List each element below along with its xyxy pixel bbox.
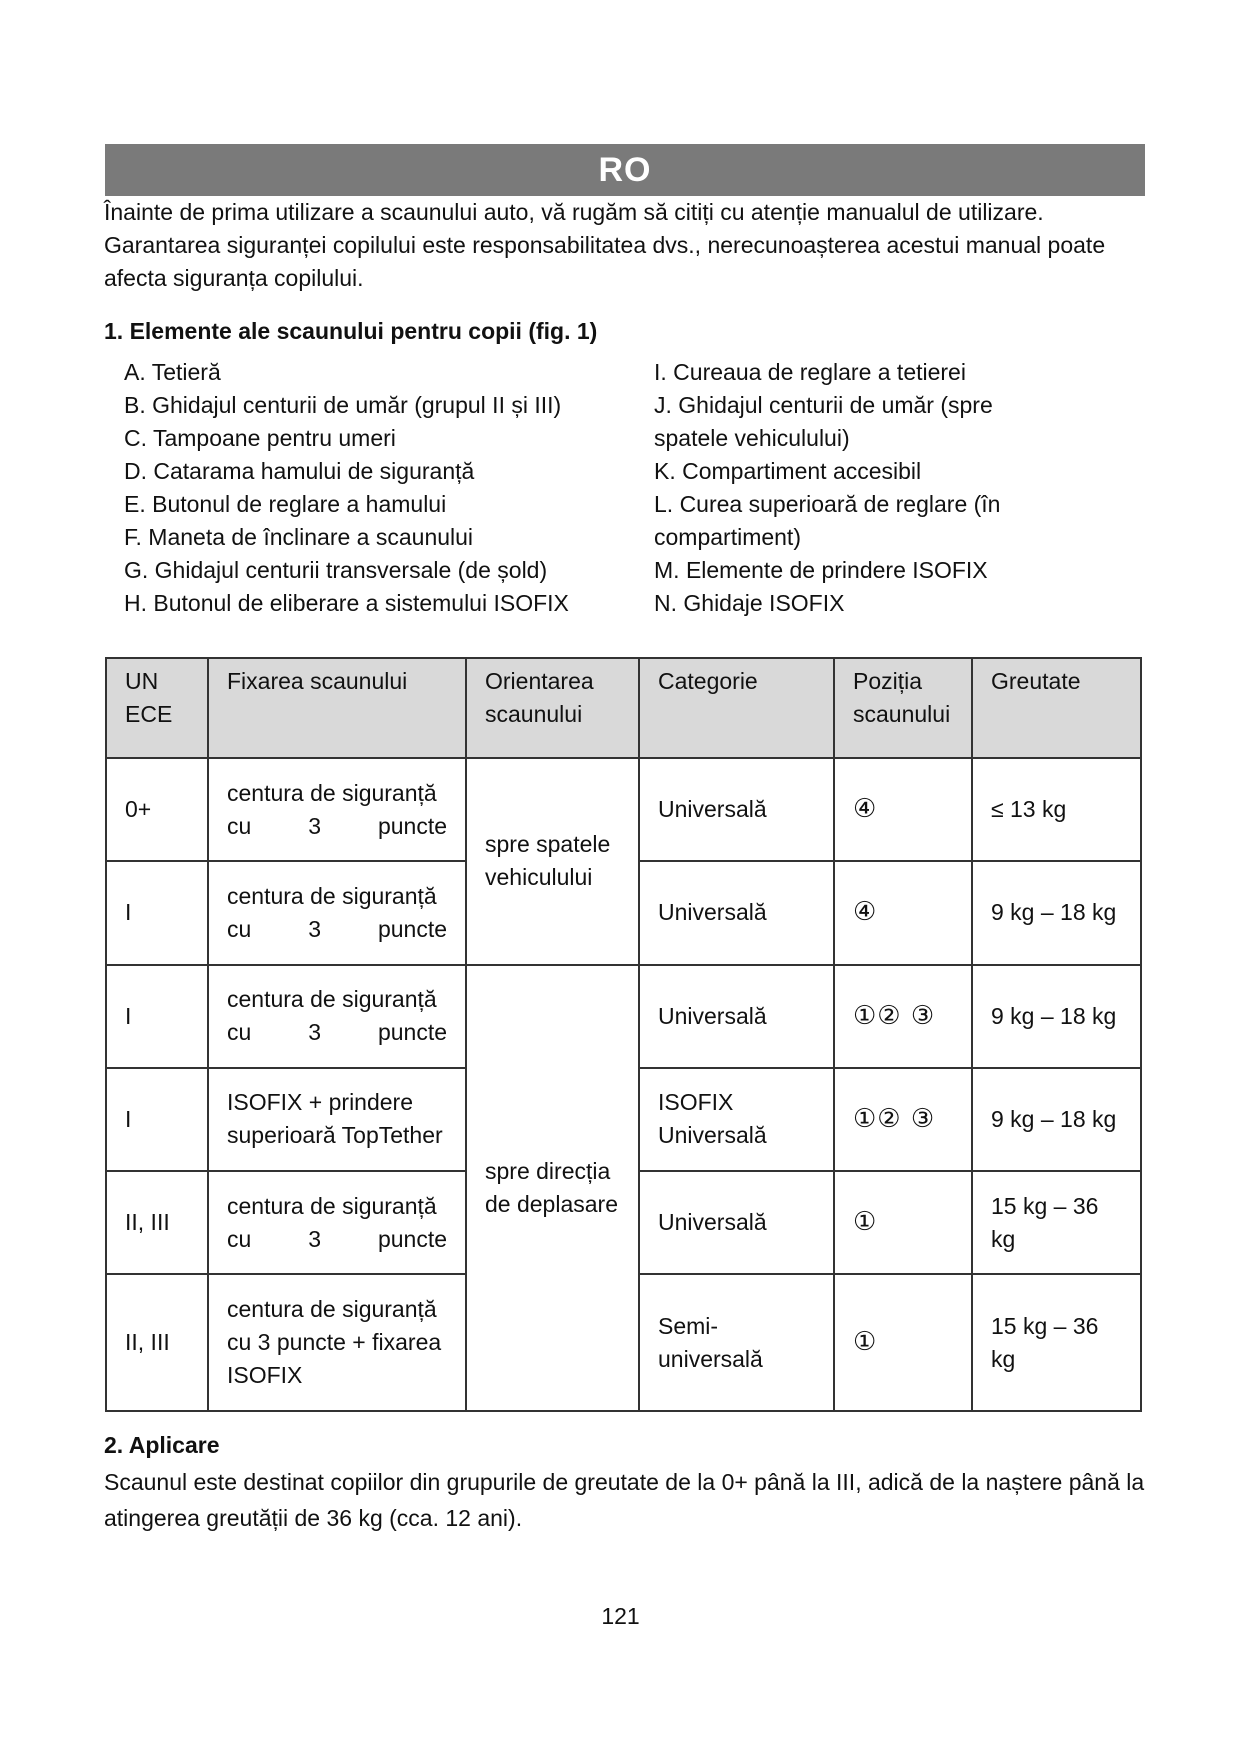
list-item: F. Maneta de înclinare a scaunului (124, 524, 474, 550)
list-item: N. Ghidaje ISOFIX (654, 590, 845, 616)
cell-group: II, III (106, 1274, 208, 1411)
cell-category: Universală (639, 1171, 834, 1274)
cell-group: II, III (106, 1171, 208, 1274)
cell-group: 0+ (106, 758, 208, 861)
list-item: M. Elemente de prindere ISOFIX (654, 557, 988, 583)
cell-fixing: ISOFIX + prindere superioară TopTether (208, 1068, 466, 1171)
cell-position: ④ (834, 861, 972, 964)
list-item: C. Tampoane pentru umeri (124, 425, 396, 451)
cell-category: Semi-universală (639, 1274, 834, 1411)
language-label: RO (598, 150, 652, 189)
cell-weight: 9 kg – 18 kg (972, 965, 1141, 1068)
cell-position: ④ (834, 758, 972, 861)
cell-fixing: centura de siguranță cu 3 puncte (208, 758, 466, 861)
list-item: I. Cureaua de reglare a tetierei (654, 359, 966, 385)
cell-group: I (106, 965, 208, 1068)
intro-line-1: Înainte de prima utilizare a scaunului auto, vă rugăm să citiți cu atenție manualul de utilizare. (104, 199, 1044, 225)
cell-position: ①② ③ (834, 1068, 972, 1171)
header-weight: Greutate (972, 658, 1141, 758)
cell-weight: 15 kg – 36 kg (972, 1171, 1141, 1274)
cell-fixing: centura de siguranță cu 3 puncte (208, 1171, 466, 1274)
header-un-ece: UN ECE (106, 658, 208, 758)
seat-spec-table (105, 657, 1142, 1412)
list-item: L. Curea superioară de reglare (în (654, 491, 1001, 517)
cell-orientation: spre direcția de deplasare (466, 965, 639, 1412)
list-item: compartiment) (654, 524, 801, 550)
cell-orientation: spre spatele vehiculului (466, 758, 639, 965)
list-item: J. Ghidajul centurii de umăr (spre (654, 392, 993, 418)
cell-position: ① (834, 1274, 972, 1411)
cell-group: I (106, 861, 208, 964)
section-2-title: 2. Aplicare (104, 1432, 220, 1458)
cell-position: ①② ③ (834, 965, 972, 1068)
list-item: A. Tetieră (124, 359, 221, 385)
cell-position: ① (834, 1171, 972, 1274)
cell-weight: 15 kg – 36 kg (972, 1274, 1141, 1411)
cell-category: Universală (639, 861, 834, 964)
cell-category: Universală (639, 965, 834, 1068)
table-header-row (106, 658, 1141, 758)
section-1-title: 1. Elemente ale scaunului pentru copii (fig. 1) (104, 318, 598, 344)
cell-weight: ≤ 13 kg (972, 758, 1141, 861)
list-item: H. Butonul de eliberare a sistemului ISOFIX (124, 590, 569, 616)
header-orientation: Orientarea scaunului (466, 658, 639, 758)
section-2-text: Scaunul este destinat copiilor din grupurile de greutate de la 0+ până la III, adică de la naștere până la atingerea greutății de 36 kg (cca. 12 ani). (104, 1469, 1145, 1531)
cell-fixing: centura de siguranță cu 3 puncte (208, 965, 466, 1068)
table-row (106, 758, 1141, 861)
cell-group: I (106, 1068, 208, 1171)
cell-weight: 9 kg – 18 kg (972, 1068, 1141, 1171)
list-item: E. Butonul de reglare a hamului (124, 491, 447, 517)
header-fixing: Fixarea scaunului (208, 658, 466, 758)
cell-fixing: centura de siguranță cu 3 puncte (208, 861, 466, 964)
list-item: B. Ghidajul centurii de umăr (grupul II și III) (124, 392, 562, 418)
cell-category: ISOFIX Universală (639, 1068, 834, 1171)
language-header (105, 144, 1145, 196)
list-item: spatele vehiculului) (654, 425, 850, 451)
list-item: D. Catarama hamului de siguranță (124, 458, 475, 484)
cell-fixing: centura de siguranță cu 3 puncte + fixarea ISOFIX (208, 1274, 466, 1411)
elements-right-column (654, 356, 1094, 620)
table-row (106, 965, 1141, 1068)
list-item: G. Ghidajul centurii transversale (de șold) (124, 557, 548, 583)
intro-text (104, 196, 1154, 295)
cell-category: Universală (639, 758, 834, 861)
intro-line-2: Garantarea siguranței copilului este responsabilitatea dvs., nerecunoașterea acestui manual poate afecta siguranța copilului. (104, 232, 1106, 291)
header-position: Poziția scaunului (834, 658, 972, 758)
list-item: K. Compartiment accesibil (654, 458, 922, 484)
page-number: 121 (601, 1603, 640, 1629)
header-category: Categorie (639, 658, 834, 758)
cell-weight: 9 kg – 18 kg (972, 861, 1141, 964)
elements-left-column (124, 356, 644, 620)
